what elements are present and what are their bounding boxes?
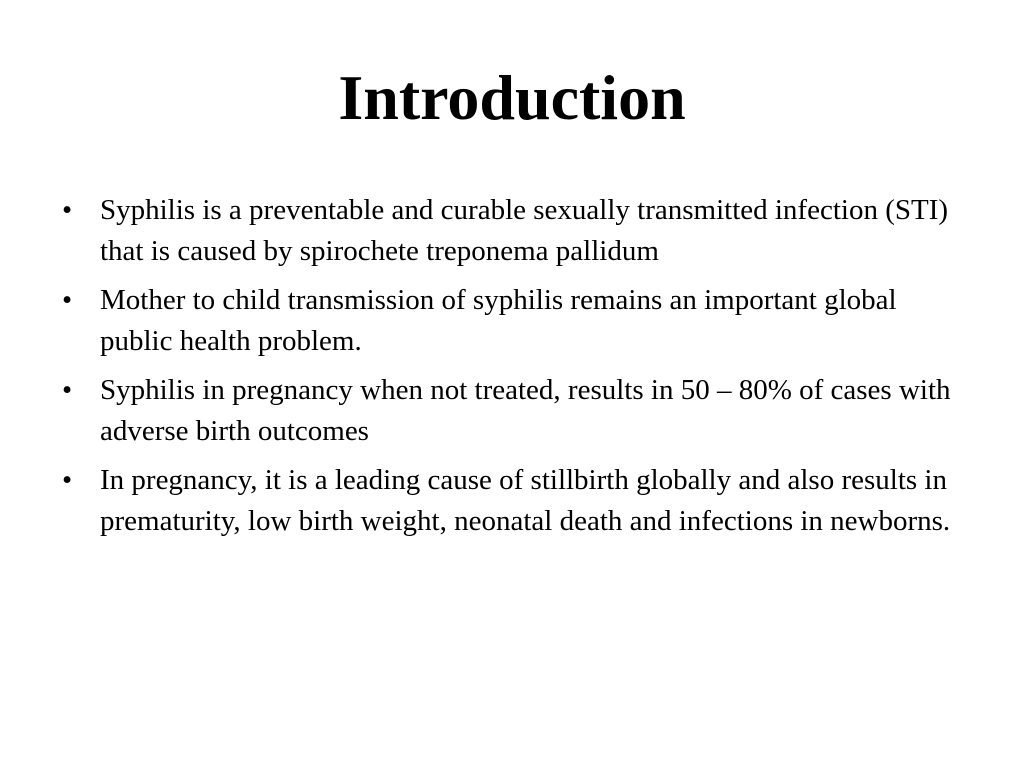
bullet-text: In pregnancy, it is a leading cause of stillbirth globally and also results in prematurity, low birth weight, neonatal death and infections in newborns. (100, 464, 951, 537)
bullet-item-2 (62, 280, 962, 362)
bullet-item-3 (62, 370, 962, 452)
bullet-icon: • (62, 194, 73, 226)
bullet-item-1 (62, 190, 962, 272)
bullet-text: Syphilis in pregnancy when not treated, results in 50 – 80% of cases with adverse birth outcomes (100, 374, 951, 447)
bullet-icon: • (62, 284, 73, 316)
bullet-icon: • (62, 464, 73, 496)
bullet-text: Syphilis is a preventable and curable sexually transmitted infection (STI) that is caused by spirochete treponema pallidum (100, 194, 949, 267)
bullet-list (62, 190, 962, 550)
slide-title: Introduction (338, 62, 686, 133)
bullet-item-4 (62, 460, 962, 542)
bullet-icon: • (62, 374, 73, 406)
bullet-text: Mother to child transmission of syphilis remains an important global public health problem. (100, 284, 897, 357)
